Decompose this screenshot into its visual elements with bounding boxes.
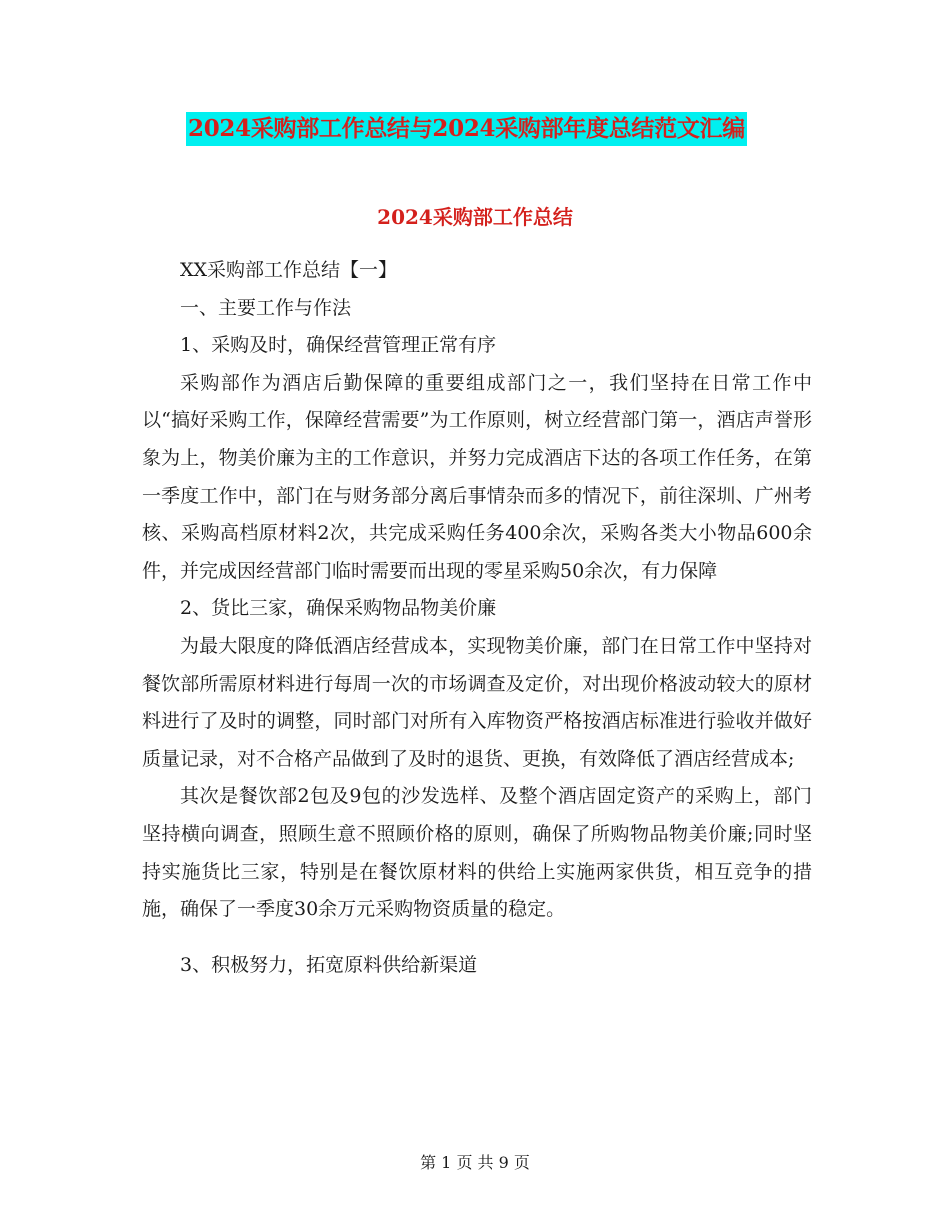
paragraph-body: 采购部作为酒店后勤保障的重要组成部门之一，我们坚持在日常工作中以“搞好采购工作，保障经营需要”为工作原则，树立经营部门第一，酒店声誉形象为上，物美价廉为主的工作意识，并努力完成酒店下达的各项工作任务，在第一季度工作中，部门在与财务部分离后事情杂而多的情况下，前往深圳、广州考核、采购高档原材料2次，共完成采购任务400余次，采购各类大小物品600余件，并完成因经营部门临时需要而出现的零星采购50余次，有力保障	[142, 371, 812, 582]
paragraph-point-three: 3、积极努力，拓宽原料供给新渠道	[180, 953, 478, 976]
paragraph-body: 其次是餐饮部2包及9包的沙发选样、及整个酒店固定资产的采购上，部门坚持横向调查，照顾生意不照顾价格的原则，确保了所购物品物美价廉;同时坚持实施货比三家，特别是在餐饮原材料的供给上实施两家供货，相互竞争的措施，确保了一季度30余万元采购物资质量的稳定。	[142, 785, 812, 921]
document-main-title: 2024采购部工作总结与2024采购部年度总结范文汇编	[186, 112, 747, 146]
document-body	[142, 252, 812, 984]
paragraph-section-one: 一、主要工作与作法	[180, 296, 352, 319]
section-title: 2024采购部工作总结	[377, 205, 573, 229]
paragraph-point-two: 2、货比三家，确保采购物品物美价廉	[180, 597, 497, 620]
paragraph-body: 为最大限度的降低酒店经营成本，实现物美价廉，部门在日常工作中坚持对餐饮部所需原材料进行每周一次的市场调查及定价，对出现价格波动较大的原材料进行了及时的调整，同时部门对所有入库物资严格按酒店标准进行验收并做好质量记录，对不合格产品做到了及时的退货、更换，有效降低了酒店经营成本;	[142, 634, 812, 770]
page-footer: 第 1 页 共 9 页	[420, 1153, 530, 1172]
paragraph-heading-xx: XX采购部工作总结【一】	[180, 259, 398, 281]
paragraph-point-one: 1、采购及时，确保经营管理正常有序	[180, 334, 497, 357]
